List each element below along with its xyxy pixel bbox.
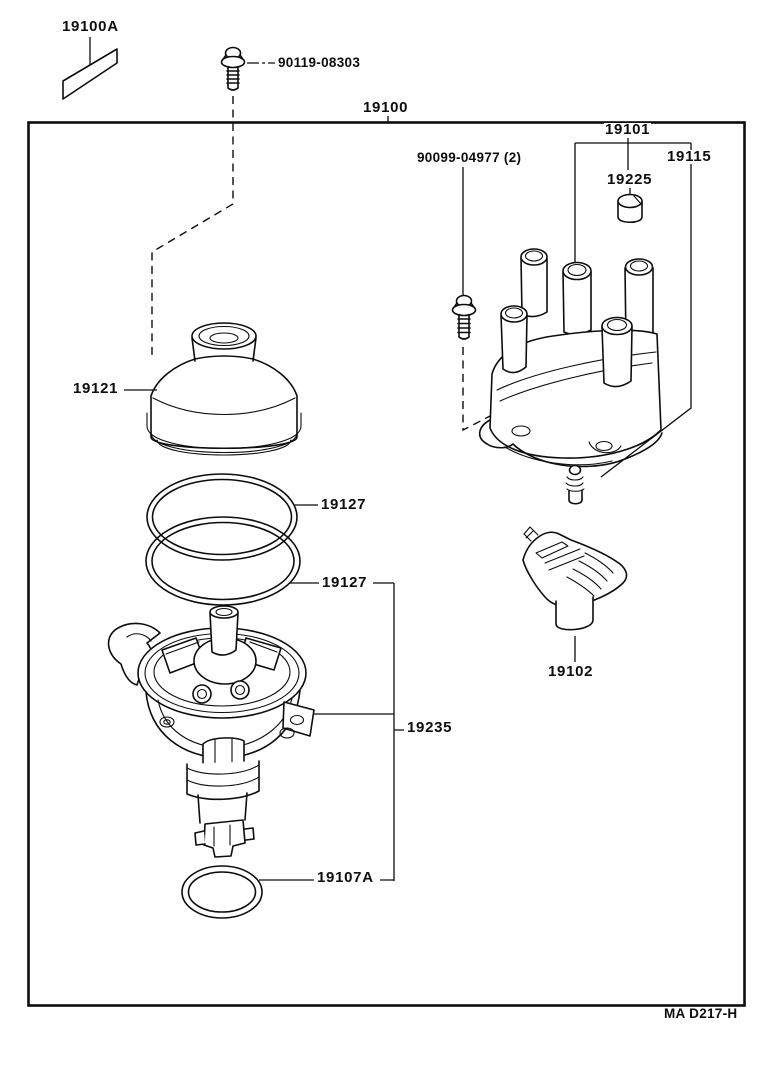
part-label-90119: 90119-08303 — [278, 55, 361, 70]
distributor-housing-drawing — [109, 606, 314, 857]
housing-bracket-lines — [300, 583, 404, 881]
diagram-frame-border — [29, 123, 745, 1006]
part-label-19107a: 19107A — [317, 869, 374, 886]
part-label-19121: 19121 — [73, 380, 119, 397]
part-label-19235: 19235 — [407, 719, 453, 736]
bolt-dashed-leader — [152, 96, 233, 356]
oring-lower-drawing — [146, 517, 394, 605]
drawing-code: MA D217-H — [664, 1006, 738, 1021]
rotor-drawing — [523, 527, 627, 662]
carbon-point-drawing — [618, 195, 642, 223]
part-label-19127-upper: 19127 — [321, 496, 367, 513]
cap-pin-drawing — [566, 466, 584, 504]
distributor-cap-drawing — [480, 249, 662, 466]
nameplate-shape — [63, 37, 117, 99]
dust-cover-drawing — [124, 323, 301, 455]
part-label-19115: 19115 — [667, 148, 712, 165]
part-label-19101: 19101 — [605, 121, 651, 138]
bolt-icon-90119 — [222, 48, 276, 91]
part-label-19127-lower: 19127 — [322, 574, 368, 591]
part-label-19102: 19102 — [548, 663, 594, 680]
part-label-90099: 90099-04977 (2) — [417, 150, 522, 165]
part-label-19100a: 19100A — [62, 18, 119, 35]
part-label-19100: 19100 — [363, 99, 409, 116]
part-label-19225: 19225 — [607, 171, 653, 188]
